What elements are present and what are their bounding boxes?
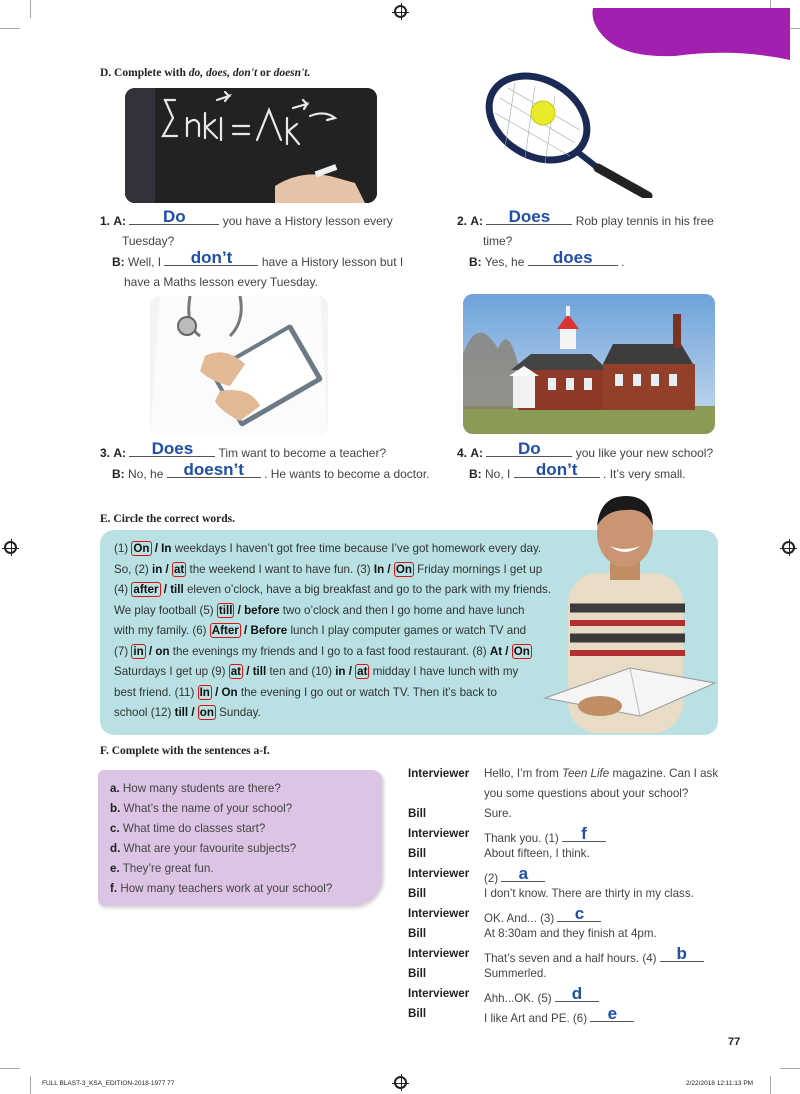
- school-photo: [463, 294, 715, 434]
- circled-answer[interactable]: On: [395, 562, 412, 576]
- answer-blank[interactable]: d: [555, 987, 599, 1002]
- question-2: 2. A: Does Rob play tennis in his free time? B: Yes, he does .: [457, 207, 714, 269]
- passage-line: We play football (5) till / before two o’clock and then I go home and have lunch: [114, 603, 525, 617]
- student-photo: [540, 488, 720, 738]
- circled-answer[interactable]: after: [133, 583, 159, 596]
- speaker-label: Bill: [408, 967, 427, 980]
- footer-left: FULL BLAST-3_KSA_EDITION-2018-1977 77: [42, 1080, 175, 1087]
- passage-line: (4) after / till eleven o’clock, have a big breakfast and go to the park with my friends.: [114, 583, 552, 596]
- passage-line: with my family. (6) After / Before lunch I play computer games or watch TV and: [114, 624, 527, 637]
- circled-answer[interactable]: on: [199, 706, 214, 719]
- chalkboard-photo: [125, 88, 377, 203]
- circled-answer[interactable]: at: [357, 665, 368, 678]
- passage-line: (7) in / on the evenings my friends and I go to a fast food restaurant. (8) At / On: [114, 644, 530, 658]
- tennis-racket-photo: [480, 68, 660, 198]
- sentence-c: c. What time do classes start?: [110, 822, 266, 835]
- sentence-f: f. How many teachers work at your school?: [110, 882, 333, 895]
- answer-blank[interactable]: c: [557, 907, 601, 922]
- speaker-label: Interviewer: [408, 987, 470, 1000]
- answer-blank[interactable]: does: [528, 251, 618, 266]
- dialogue-line: (2) a: [484, 867, 545, 885]
- crop-mark: [0, 1068, 20, 1069]
- page-number: 77: [728, 1036, 741, 1048]
- answer-blank[interactable]: don’t: [514, 463, 600, 478]
- dialogue-line: That’s seven and a half hours. (4) b: [484, 947, 704, 965]
- dialogue-line: Sure.: [484, 807, 512, 820]
- registration-mark-icon: [394, 1076, 407, 1089]
- registration-mark-icon: [4, 541, 17, 554]
- answer-blank[interactable]: doesn’t: [167, 463, 261, 478]
- speaker-label: Interviewer: [408, 907, 470, 920]
- answer-blank[interactable]: b: [660, 947, 704, 962]
- dialogue-line: At 8:30am and they finish at 4pm.: [484, 927, 657, 940]
- passage-line: Saturdays I get up (9) at / till ten and (10) in / at midday I have lunch with my: [114, 665, 519, 678]
- crop-mark: [0, 28, 20, 29]
- question-4: 4. A: Do you like your new school? B: No, I don’t . It’s very small.: [457, 439, 714, 481]
- speaker-label: Interviewer: [408, 867, 470, 880]
- speaker-label: Interviewer: [408, 767, 470, 780]
- circled-answer[interactable]: in: [133, 644, 144, 658]
- circled-answer[interactable]: till: [218, 603, 233, 617]
- dialogue-line: Thank you. (1) f: [484, 827, 606, 845]
- sentence-b: b. What’s the name of your school?: [110, 802, 293, 815]
- registration-mark-icon: [782, 541, 795, 554]
- dialogue-line: Ahh...OK. (5) d: [484, 987, 599, 1005]
- answer-blank[interactable]: e: [590, 1007, 634, 1022]
- answer-blank[interactable]: Does: [486, 210, 572, 225]
- circled-answer[interactable]: In: [199, 685, 210, 699]
- corner-tab: [585, 8, 790, 60]
- section-f-heading: F. Complete with the sentences a-f.: [100, 745, 270, 757]
- answer-blank[interactable]: Do: [486, 442, 572, 457]
- answer-blank[interactable]: don’t: [164, 251, 258, 266]
- passage-line: best friend. (11) In / On the evening I go out or watch TV. Then it’s back to: [114, 685, 497, 699]
- doctor-photo: [150, 296, 328, 436]
- sentence-e: e. They’re great fun.: [110, 862, 214, 875]
- circled-answer[interactable]: at: [173, 562, 185, 576]
- dialogue-line: OK. And... (3) c: [484, 907, 601, 925]
- dialogue-line: I don’t know. There are thirty in my class.: [484, 887, 694, 900]
- dialogue-line: About fifteen, I think.: [484, 847, 590, 860]
- answer-blank[interactable]: a: [501, 867, 545, 882]
- passage-line: (1) On / In weekdays I haven’t got free time because I’ve got homework every day.: [114, 542, 542, 555]
- registration-mark-icon: [394, 5, 407, 18]
- speaker-label: Bill: [408, 847, 427, 860]
- answer-blank[interactable]: f: [562, 827, 606, 842]
- crop-mark: [30, 0, 31, 18]
- section-e-heading: E. Circle the correct words.: [100, 513, 235, 525]
- answer-blank[interactable]: Do: [129, 210, 219, 225]
- speaker-label: Bill: [408, 927, 427, 940]
- circled-answer[interactable]: On: [513, 644, 530, 658]
- speaker-label: Bill: [408, 807, 427, 820]
- section-d-heading: D. Complete with do, does, don't or doesn't.: [100, 67, 311, 79]
- speaker-label: Bill: [408, 887, 427, 900]
- crop-mark: [30, 1076, 31, 1094]
- question-1: 1. A: Do you have a History lesson every Tuesday? B: Well, I don’t have a History lesson but I have a Maths lesson every Tuesday.: [100, 207, 404, 289]
- circled-answer[interactable]: After: [211, 624, 239, 637]
- passage-text: [114, 539, 594, 724]
- speaker-label: Interviewer: [408, 827, 470, 840]
- dialogue-line: Hello, I’m from Teen Life magazine. Can I ask: [484, 767, 719, 780]
- crop-mark: [770, 1076, 771, 1094]
- crop-mark: [780, 1068, 800, 1069]
- answer-blank[interactable]: Does: [129, 442, 215, 457]
- circled-answer[interactable]: On: [133, 542, 150, 555]
- dialogue-line: Summerled.: [484, 967, 547, 980]
- sentence-a: a. How many students are there?: [110, 782, 281, 795]
- passage-line: school (12) till / on Sunday.: [114, 706, 261, 719]
- speaker-label: Bill: [408, 1007, 427, 1020]
- dialogue-line: you some questions about your school?: [484, 787, 689, 800]
- sentence-d: d. What are your favourite subjects?: [110, 842, 297, 855]
- question-3: 3. A: Does Tim want to become a teacher? B: No, he doesn’t . He wants to become a doctor.: [100, 439, 430, 481]
- passage-line: So, (2) in / at the weekend I want to have fun. (3) In / On Friday mornings I get up: [114, 562, 543, 576]
- dialogue-line: I like Art and PE. (6) e: [484, 1007, 634, 1025]
- footer-right: 2/22/2018 12:11:13 PM: [686, 1080, 754, 1087]
- speaker-label: Interviewer: [408, 947, 470, 960]
- circled-answer[interactable]: at: [230, 665, 242, 678]
